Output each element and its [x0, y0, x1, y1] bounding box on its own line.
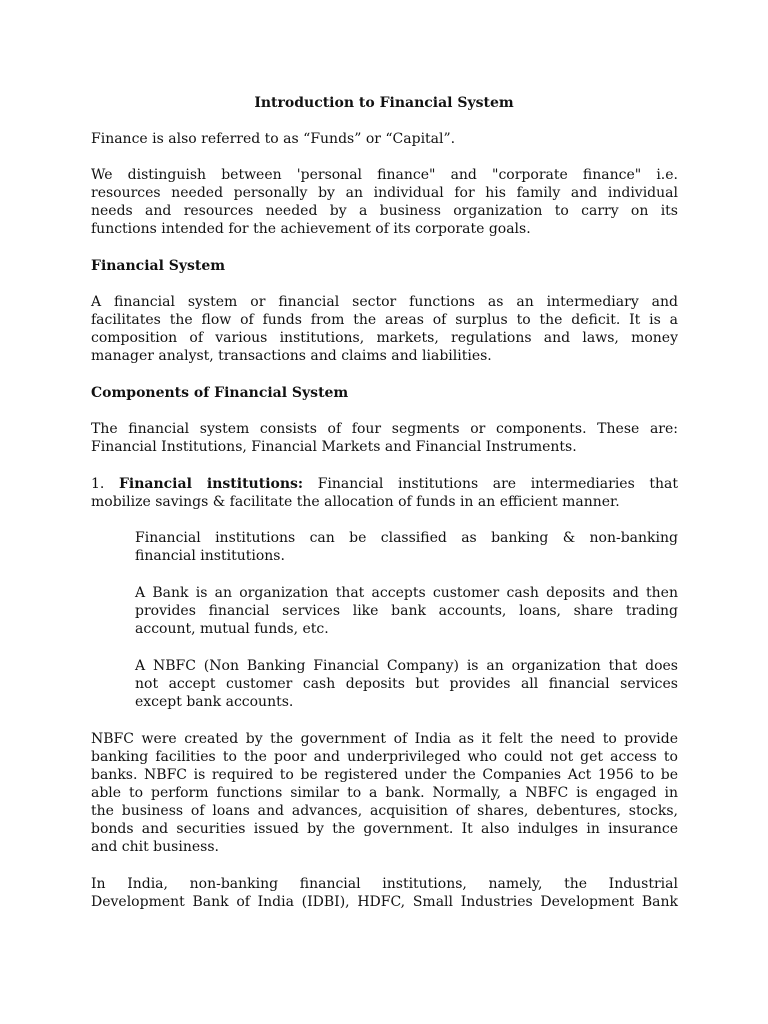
list-number: 1. — [91, 476, 105, 492]
paragraph-line: Development Bank of India (IDBI), HDFC, Small Industries Development Bank — [91, 894, 678, 910]
paragraph-line: NBFC were created by the government of India as it felt the need to provide — [91, 731, 678, 747]
paragraph-line: A financial system or financial sector functions as an intermediary and — [91, 294, 678, 310]
institutions-line — [91, 475, 678, 493]
financial-system-heading: Financial System — [91, 258, 226, 274]
indented-line: provides financial services like bank accounts, loans, share trading — [135, 603, 678, 619]
components-heading: Components of Financial System — [91, 385, 349, 401]
paragraph-line: resources needed personally by an individual for his family and individual — [91, 185, 678, 201]
paragraph-line: manager analyst, transactions and claims and liabilities. — [91, 348, 492, 364]
paragraph-line: banking facilities to the poor and underprivileged who could not get access to — [91, 749, 678, 765]
paragraph-line: bonds and securities issued by the government. It also indulges in insurance — [91, 821, 678, 837]
indented-line: not accept customer cash deposits but provides all financial services — [135, 676, 678, 692]
institutions-label: Financial institutions: — [118, 476, 304, 492]
indented-line: financial institutions. — [135, 548, 285, 564]
indented-line: A Bank is an organization that accepts customer cash deposits and then — [135, 585, 678, 601]
paragraph-line: We distinguish between 'personal finance" and "corporate finance" i.e. — [91, 167, 678, 183]
indented-line: except bank accounts. — [135, 694, 294, 710]
paragraph-line: functions intended for the achievement of its corporate goals. — [91, 221, 531, 237]
paragraph-line: able to perform functions similar to a bank. Normally, a NBFC is engaged in — [91, 785, 678, 801]
paragraph-line: mobilize savings & facilitate the allocation of funds in an efficient manner. — [91, 494, 620, 510]
paragraph-line: facilitates the flow of funds from the areas of surplus to the deficit. It is a — [91, 312, 678, 328]
paragraph-line: and chit business. — [91, 839, 219, 855]
indented-line: A NBFC (Non Banking Financial Company) is an organization that does — [135, 658, 678, 674]
institutions-text: Financial institutions are intermediaries that — [317, 476, 678, 492]
page-title: Introduction to Financial System — [254, 95, 514, 111]
paragraph-line: the business of loans and advances, acquisition of shares, debentures, stocks, — [91, 803, 678, 819]
paragraph-line: In India, non-banking financial institutions, namely, the Industrial — [91, 876, 678, 892]
paragraph-line: needs and resources needed by a business organization to carry on its — [91, 203, 678, 219]
indented-line: account, mutual funds, etc. — [135, 621, 329, 637]
intro-line: Finance is also referred to as “Funds” or “Capital”. — [91, 131, 456, 147]
paragraph-line: Financial Institutions, Financial Markets and Financial Instruments. — [91, 439, 577, 455]
paragraph-line: The financial system consists of four segments or components. These are: — [91, 421, 678, 437]
indented-line: Financial institutions can be classified as banking & non-banking — [135, 530, 678, 546]
paragraph-line: banks. NBFC is required to be registered under the Companies Act 1956 to be — [91, 767, 678, 783]
paragraph-line: composition of various institutions, markets, regulations and laws, money — [91, 330, 678, 346]
